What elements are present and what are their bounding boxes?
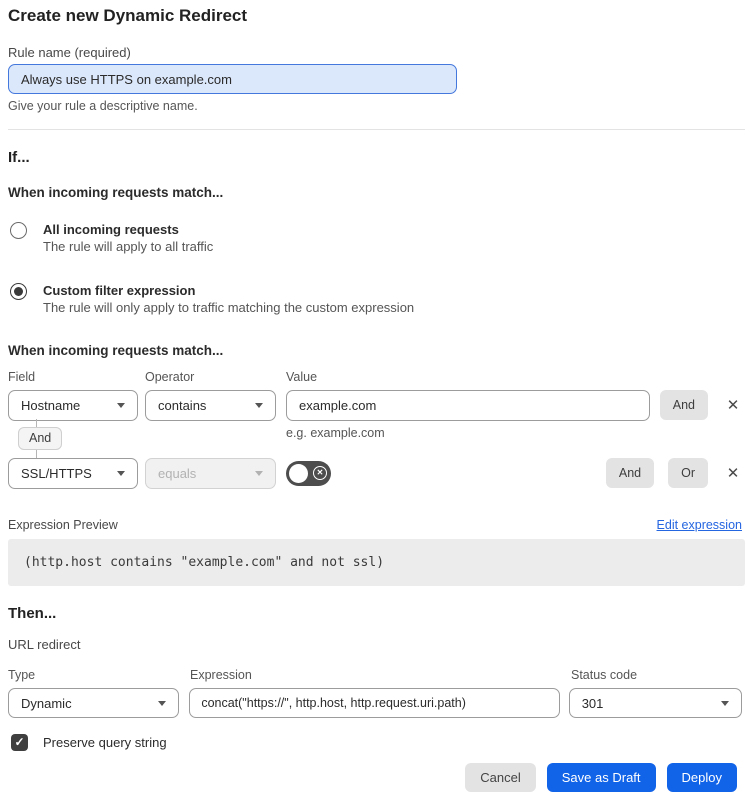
chevron-down-icon	[117, 471, 125, 476]
chevron-down-icon	[117, 403, 125, 408]
add-or-condition-button[interactable]: Or	[668, 458, 708, 488]
value-helper: e.g. example.com	[286, 426, 385, 440]
footer-actions	[8, 763, 742, 792]
deploy-button[interactable]: Deploy	[667, 763, 737, 792]
ssl-toggle-off[interactable]	[286, 461, 331, 486]
save-as-draft-button[interactable]: Save as Draft	[547, 763, 656, 792]
status-code-value: 301	[581, 695, 604, 711]
expression-preview-code: (http.host contains "example.com" and not ssl)	[8, 539, 745, 586]
connector-line	[36, 419, 37, 427]
remove-condition-icon[interactable]: ✕	[726, 397, 740, 414]
field-select[interactable]	[8, 390, 138, 421]
chevron-down-icon	[255, 471, 263, 476]
field-select[interactable]	[8, 458, 138, 489]
builder-heading: When incoming requests match...	[8, 343, 224, 358]
url-redirect-label: URL redirect	[8, 637, 81, 652]
condition-builder	[8, 370, 742, 489]
section-divider	[8, 129, 745, 130]
value-column-label: Value	[286, 370, 318, 384]
radio-description: The rule will only apply to traffic matching the custom expression	[43, 300, 415, 315]
then-heading: Then...	[8, 605, 57, 622]
chevron-down-icon	[255, 403, 263, 408]
chevron-down-icon	[158, 701, 166, 706]
add-and-condition-button[interactable]: And	[660, 390, 708, 420]
toggle-knob	[289, 464, 308, 483]
operator-select-value: contains	[158, 398, 207, 413]
cancel-button[interactable]: Cancel	[465, 763, 535, 792]
operator-select[interactable]	[145, 390, 276, 421]
page-title: Create new Dynamic Redirect	[8, 6, 248, 25]
preserve-query-string-option[interactable]	[8, 734, 742, 751]
field-select-value: Hostname	[21, 398, 81, 413]
request-match-radio-group	[8, 221, 742, 317]
condition-row	[8, 390, 742, 440]
rule-name-helper: Give your rule a descriptive name.	[8, 99, 198, 113]
operator-select-value: equals	[158, 466, 197, 481]
radio-label: All incoming requests	[43, 222, 179, 237]
radio-selected-icon[interactable]	[10, 283, 27, 300]
radio-unselected-icon[interactable]	[10, 222, 27, 239]
chevron-down-icon	[721, 701, 729, 706]
condition-row	[8, 458, 742, 489]
match-heading: When incoming requests match...	[8, 185, 224, 200]
edit-expression-link[interactable]: Edit expression	[656, 518, 742, 532]
radio-description: The rule will apply to all traffic	[43, 239, 214, 254]
expression-preview-label: Expression Preview	[8, 518, 118, 532]
connector-and-badge: And	[18, 427, 62, 450]
redirect-expression-input[interactable]	[189, 688, 559, 718]
toggle-x-icon: ✕	[313, 466, 327, 480]
status-code-column-label: Status code	[571, 668, 638, 682]
preserve-query-string-label: Preserve query string	[43, 735, 167, 750]
rule-name-input[interactable]	[8, 64, 457, 94]
redirect-type-value: Dynamic	[21, 695, 72, 711]
field-column-label: Field	[8, 370, 36, 384]
operator-column-label: Operator	[145, 370, 195, 384]
radio-custom-filter-expression[interactable]	[8, 282, 742, 317]
add-and-condition-button[interactable]: And	[606, 458, 654, 488]
radio-all-incoming-requests[interactable]	[8, 221, 742, 256]
remove-condition-icon[interactable]: ✕	[726, 465, 740, 482]
rule-name-label: Rule name (required)	[8, 45, 131, 60]
redirect-type-select[interactable]	[8, 688, 179, 718]
if-heading: If...	[8, 149, 30, 166]
field-select-value: SSL/HTTPS	[21, 466, 92, 481]
radio-label: Custom filter expression	[43, 283, 196, 298]
checkbox-checked-icon[interactable]: ✓	[11, 734, 28, 751]
condition-connector	[18, 419, 78, 458]
expression-column-label: Expression	[190, 668, 252, 682]
connector-line	[36, 450, 37, 458]
status-code-select[interactable]	[569, 688, 742, 718]
type-column-label: Type	[8, 668, 36, 682]
value-input[interactable]	[286, 390, 650, 421]
redirect-settings-row	[8, 688, 742, 718]
operator-select-disabled	[145, 458, 276, 489]
